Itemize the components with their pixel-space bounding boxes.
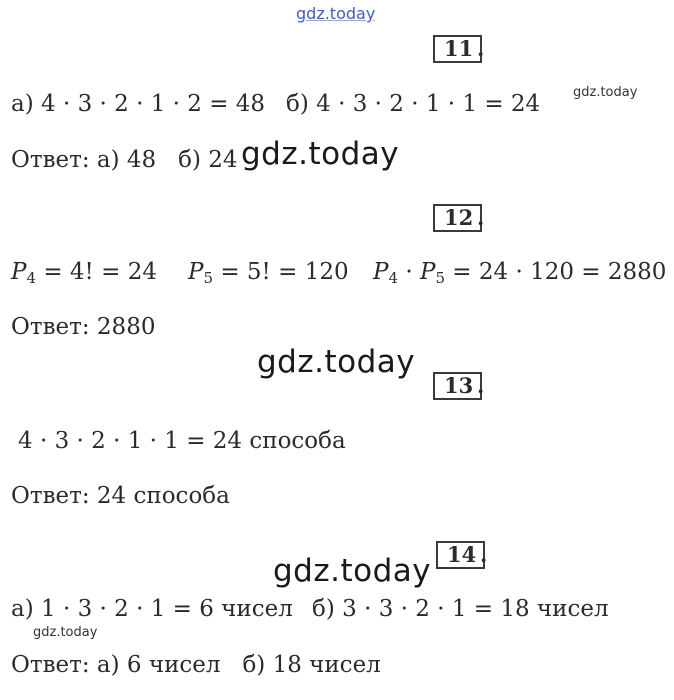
task-number-box — [433, 204, 485, 232]
task12-p4-formula — [11, 258, 157, 292]
watermark-lower: gdz.today — [273, 553, 432, 589]
formula-rest: = 5! = 120 — [213, 259, 349, 285]
task13-answer: Ответ: 24 способа — [11, 483, 230, 509]
formula-rest: = 4! = 24 — [36, 259, 157, 285]
watermark-bottom-small: gdz.today — [33, 625, 98, 640]
watermark-after-answer: gdz.today — [241, 136, 400, 172]
perm-subscript: 4 — [26, 269, 37, 287]
task-number-box — [433, 372, 485, 400]
task12-p5-formula — [188, 258, 349, 292]
watermark-top: gdz.today — [296, 4, 376, 23]
task12-product-formula — [373, 258, 666, 292]
perm-subscript: 5 — [203, 269, 214, 287]
watermark-mid: gdz.today — [257, 344, 416, 380]
formula-mid: · — [398, 259, 420, 285]
task11-line-a: а) 4 · 3 · 2 · 1 · 2 = 48 — [11, 91, 266, 117]
perm-symbol: P — [188, 259, 204, 285]
task-number: 14 — [447, 542, 477, 567]
perm-subscript: 5 — [435, 269, 445, 287]
task13-line: 4 · 3 · 2 · 1 · 1 = 24 способа — [18, 428, 346, 454]
task-number: 12 — [444, 205, 474, 230]
task14-answer: Ответ: а) 6 чисел б) 18 чисел — [11, 652, 381, 678]
task-number-dot: . — [477, 373, 485, 398]
task-number-dot: . — [477, 36, 485, 61]
task14-line-b: б) 3 · 3 · 2 · 1 = 18 чисел — [312, 596, 609, 622]
perm-subscript: 4 — [388, 269, 399, 287]
task12-answer: Ответ: 2880 — [11, 314, 156, 340]
task11-answer: Ответ: а) 48 б) 24 — [11, 147, 238, 173]
task-number: 13 — [444, 373, 474, 398]
perm-symbol: P — [419, 259, 436, 285]
task-number-dot: . — [477, 205, 485, 230]
task-number-dot: . — [480, 542, 488, 567]
watermark-right-small: gdz.today — [573, 85, 638, 100]
task-number: 11 — [444, 36, 474, 61]
task14-line-a: а) 1 · 3 · 2 · 1 = 6 чисел — [11, 596, 293, 622]
task-number-box — [436, 541, 488, 569]
task-number-box — [433, 35, 485, 63]
perm-symbol: P — [373, 259, 389, 285]
formula-rest: = 24 · 120 = 2880 — [445, 259, 667, 285]
task11-line-b: б) 4 · 3 · 2 · 1 · 1 = 24 — [286, 91, 541, 117]
perm-symbol: P — [11, 259, 27, 285]
